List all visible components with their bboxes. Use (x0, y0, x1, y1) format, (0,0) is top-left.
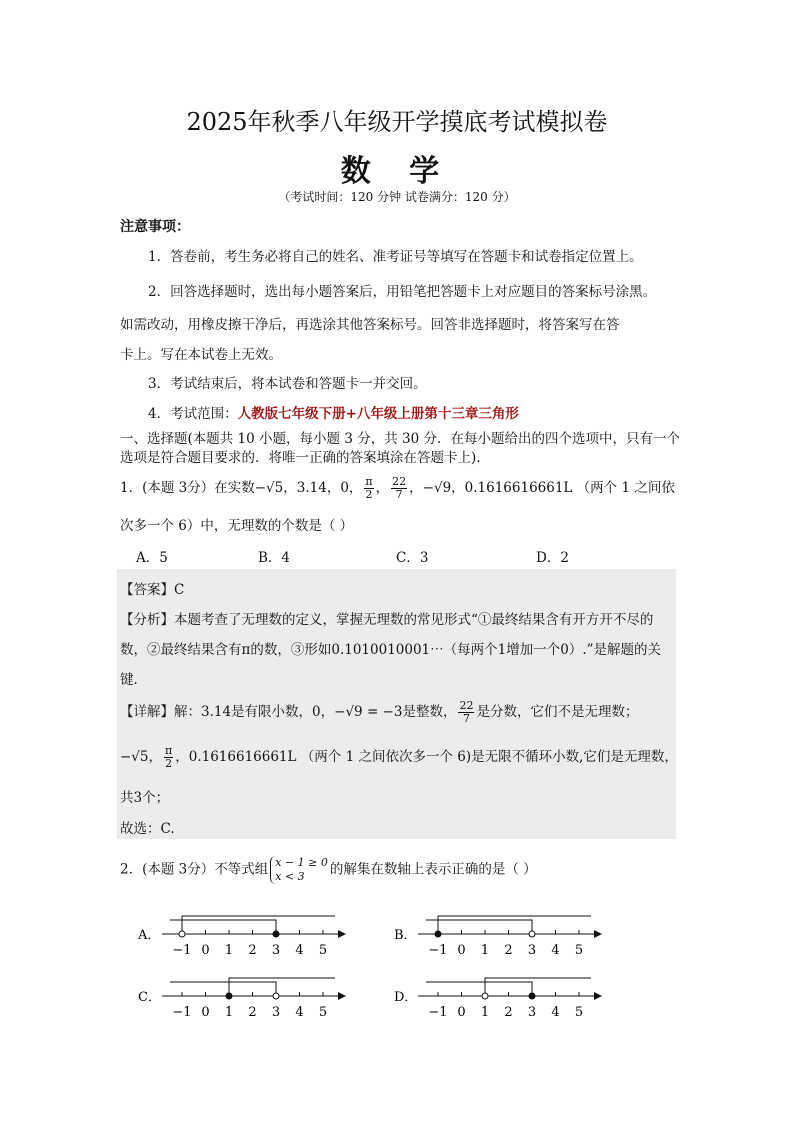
note-item-4-prefix: 4．考试范围： (148, 406, 238, 422)
conclusion-line: 故选：C. (120, 821, 175, 837)
question-2 (120, 856, 537, 884)
tick-label: 1 (224, 1005, 234, 1020)
q2-suffix: 的解集在数轴上表示正确的是（ ） (329, 861, 537, 878)
choice-label: D． (394, 990, 418, 1005)
open-endpoint (179, 931, 185, 937)
choice-label: B． (394, 928, 417, 943)
tick-label: 0 (201, 1005, 210, 1020)
tick-label: −1 (172, 1005, 192, 1020)
tick-label: −1 (428, 1005, 448, 1020)
closed-endpoint (226, 993, 232, 999)
note-item-2: 2．回答选择题时，选出每小题答案后，用铅笔把答题卡上对应题目的答案标号涂黑。 (148, 284, 657, 300)
tick-label: 3 (271, 1005, 281, 1020)
open-endpoint (529, 931, 535, 937)
solution-ray-right (438, 916, 591, 934)
number-line-choices (130, 900, 630, 1025)
tick-label: −1 (172, 943, 192, 958)
q1-prefix: 1．(本题 3分）在实数 (120, 480, 255, 496)
analysis-line-3: 键. (120, 672, 138, 688)
open-endpoint (482, 993, 488, 999)
tick-label: 2 (504, 943, 513, 958)
note-item-3: 3．考试结束后，将本试卷和答题卡一并交回。 (148, 376, 427, 392)
tick-label: 1 (480, 943, 490, 958)
choice-label: A． (138, 928, 161, 943)
tick-label: 3 (527, 1005, 537, 1020)
answer-line: 【答案】C (120, 582, 185, 598)
solution-ray-right (229, 978, 335, 996)
q1-item-c: ，−√9，0.1616616661L （两个 1 之间依 (409, 480, 675, 496)
solution-ray-right (182, 916, 335, 934)
q1-choice-d[interactable]: D．2 (536, 550, 569, 566)
number-line-c[interactable] (138, 978, 345, 1020)
solution-ray-left (170, 920, 276, 934)
open-endpoint (273, 993, 279, 999)
tick-label: 4 (295, 1005, 304, 1020)
solution-ray-left (426, 920, 532, 934)
q1-item-b: ，3.14，0， (283, 480, 363, 496)
detail-line-1: 【详解】解：3.14是有限小数，0，−√9 = −3是整数， $\frac{22}{7}$ 是分数，它们不是无理数； (120, 699, 639, 725)
q1-choice-b[interactable]: B．4 (258, 550, 291, 566)
detail-line-3: 共3个； (120, 790, 170, 806)
tick-label: −1 (428, 943, 448, 958)
section-1-instructions: 一、选择题(本题共 10 小题，每小题 3 分，共 30 分．在每小题给出的四个选项中，只有一个选项是符合题目要求的．将唯一正确的答案填涂在答题卡上). (120, 431, 680, 466)
detail-frac-22-7: $\frac{22}{7}$ (459, 699, 474, 725)
number-line-a[interactable] (137, 916, 345, 958)
note-item-2-cont2: 卡上。写在本试卷上无效。 (120, 347, 282, 363)
note-item-1: 1．答卷前，考生务必将自己的姓名、准考证号等填写在答题卡和试卷指定位置上。 (148, 249, 643, 265)
subject-title: 数 学 (340, 154, 454, 189)
tick-label: 0 (457, 1005, 466, 1020)
inequality-system: x − 1 ≥ 0 x < 3 (270, 856, 328, 884)
detail-frac-pi: $\frac{\pi}{2}$ (165, 744, 173, 770)
tick-label: 4 (295, 943, 304, 958)
exam-scope: 人教版七年级下册+八年级上册第十三章三角形 (237, 406, 519, 422)
q1-frac-22-7: $\frac{22}{7}$ (392, 475, 407, 501)
tick-label: 3 (271, 943, 281, 958)
q1-item-a: −√5 (254, 480, 284, 496)
q1-choice-c[interactable]: C．3 (396, 550, 429, 566)
solution-ray-right (485, 978, 591, 996)
exam-info: （考试时间：120 分钟 试卷满分：120 分） (278, 190, 516, 204)
detail-line-2: −√5， $\frac{\pi}{2}$ ，0.1616616661L （两个 1 之间依次多一个 6)是无限不循环小数,它们是无理数， (120, 744, 678, 770)
exam-title: 2025年秋季八年级开学摸底考试模拟卷 (186, 108, 608, 136)
tick-label: 3 (527, 943, 537, 958)
analysis-line-1: 【分析】本题考查了无理数的定义，掌握无理数的常见形式“①最终结果含有开方开不尽的 (120, 612, 654, 628)
question-1 (120, 476, 675, 501)
choice-label: C． (138, 990, 161, 1005)
notes-heading: 注意事项： (120, 219, 190, 235)
tick-label: 0 (201, 943, 210, 958)
analysis-line-2: 数，②最终结果含有π的数，③形如0.1010010001⋯（每两个1增加一个0）.”是解题的关 (120, 642, 662, 658)
closed-endpoint (435, 931, 441, 937)
tick-label: 5 (574, 1005, 584, 1020)
q2-prefix: 2．(本题 3分）不等式组 (120, 861, 269, 878)
closed-endpoint (273, 931, 279, 937)
note-item-4 (148, 404, 519, 424)
tick-label: 1 (480, 1005, 490, 1020)
tick-label: 5 (574, 943, 584, 958)
tick-label: 5 (318, 943, 328, 958)
tick-label: 2 (248, 1005, 257, 1020)
q1-choice-a[interactable]: A．5 (136, 550, 168, 566)
tick-label: 2 (248, 943, 257, 958)
tick-label: 2 (504, 1005, 513, 1020)
tick-label: 1 (224, 943, 234, 958)
number-line-b[interactable] (394, 916, 601, 958)
number-line-d[interactable] (394, 978, 601, 1020)
solution-ray-left (426, 982, 532, 996)
tick-label: 4 (551, 943, 560, 958)
closed-endpoint (529, 993, 535, 999)
q1-frac-pi: $\frac{\pi}{2}$ (365, 475, 373, 501)
tick-label: 4 (551, 1005, 560, 1020)
tick-label: 0 (457, 943, 466, 958)
question-1-line2: 次多一个 6）中，无理数的个数是（ ） (120, 518, 354, 534)
note-item-2-cont: 如需改动，用橡皮擦干净后，再选涂其他答案标号。回答非选择题时，将答案写在答 (120, 317, 620, 333)
tick-label: 5 (318, 1005, 328, 1020)
solution-ray-left (170, 982, 276, 996)
q1-sep: ， (375, 480, 390, 496)
